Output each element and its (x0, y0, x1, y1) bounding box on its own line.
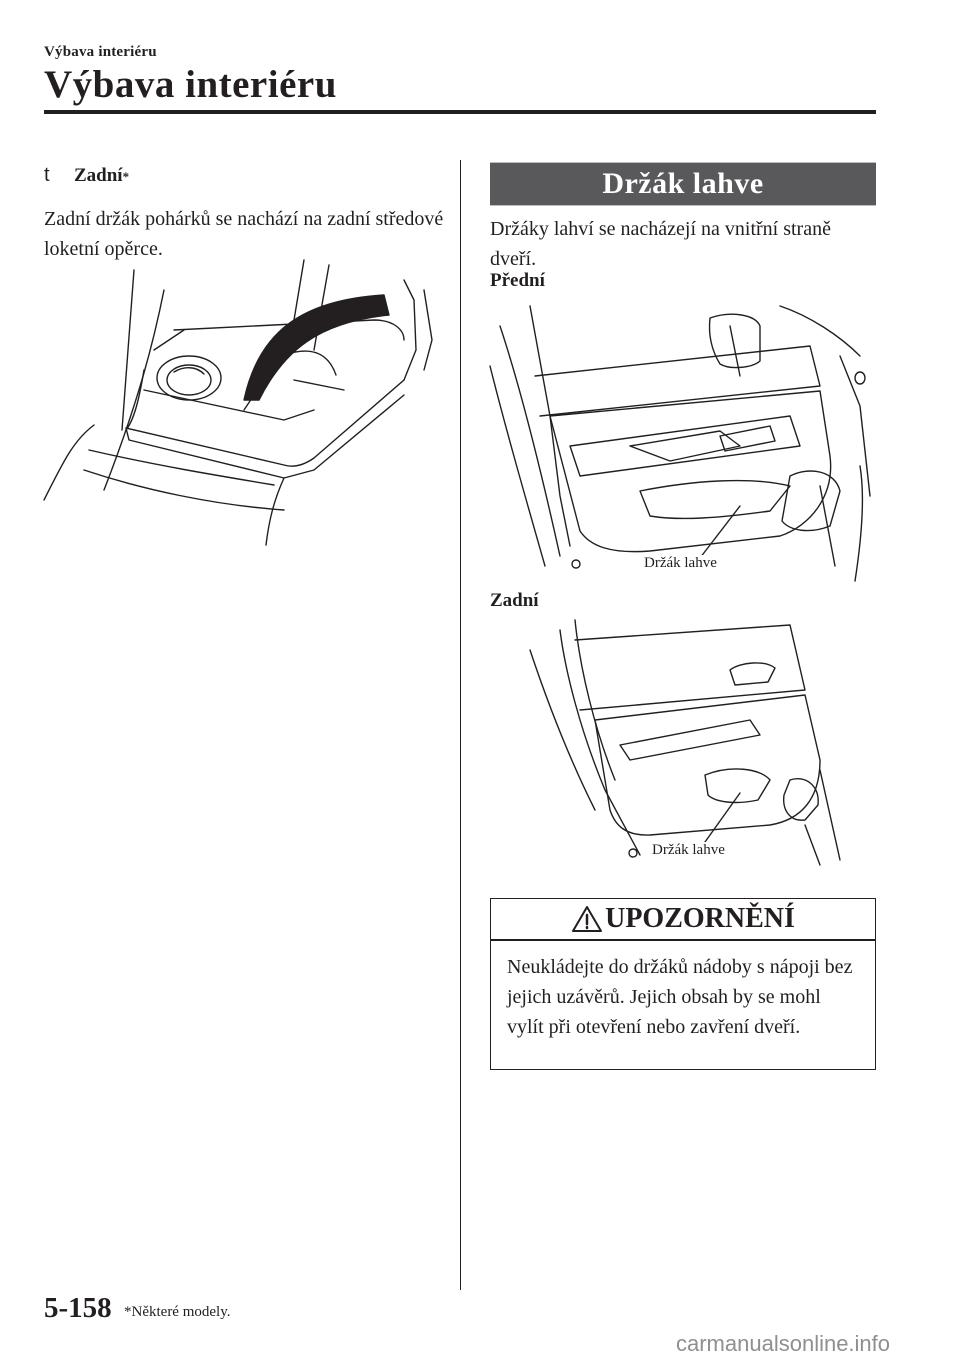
front-label: Přední (490, 270, 545, 291)
rear-cup-holder-text: Zadní držák pohárků se nachází na zadní středové loketní opěrce. (44, 208, 444, 260)
caution-text: Neukládejte do držáků nádoby s nápoji bez jejich uzávěrů. Jejich obsah by se mohl vylít při otevření nebo zavření dveří. (507, 956, 853, 1038)
page-number: 5-158 (44, 1292, 112, 1324)
bottle-holder-text: Držáky lahví se nacházejí na vnitřní straně dveří. (490, 218, 831, 270)
rear-cup-holder-heading: t Zadní * (44, 164, 130, 186)
rear-door-illustration (520, 610, 850, 870)
running-header: Výbava interiéru (44, 44, 157, 60)
footnote: *Některé modely. (124, 1304, 231, 1320)
caution-box (490, 898, 876, 1070)
caution-rule (491, 939, 875, 941)
bottle-holder-banner: Držák lahve (490, 162, 876, 206)
watermark: carmanualsonline.info (676, 1331, 891, 1356)
armrest-cup-holder-illustration (44, 260, 444, 550)
warning-triangle-icon (571, 905, 603, 933)
caution-title: UPOZORNĚNÍ (605, 903, 795, 934)
bullet-icon: t (44, 164, 50, 186)
header-rule (44, 110, 876, 114)
caution-header (491, 899, 875, 939)
section-title: Výbava interiéru (44, 63, 337, 106)
heading-text: Zadní (74, 165, 123, 186)
column-divider (460, 160, 461, 1290)
rear-label: Zadní (490, 590, 539, 611)
front-bottle-holder-caption: Držák lahve (644, 555, 717, 571)
front-door-illustration (490, 296, 876, 586)
rear-bottle-holder-caption: Držák lahve (652, 842, 725, 858)
